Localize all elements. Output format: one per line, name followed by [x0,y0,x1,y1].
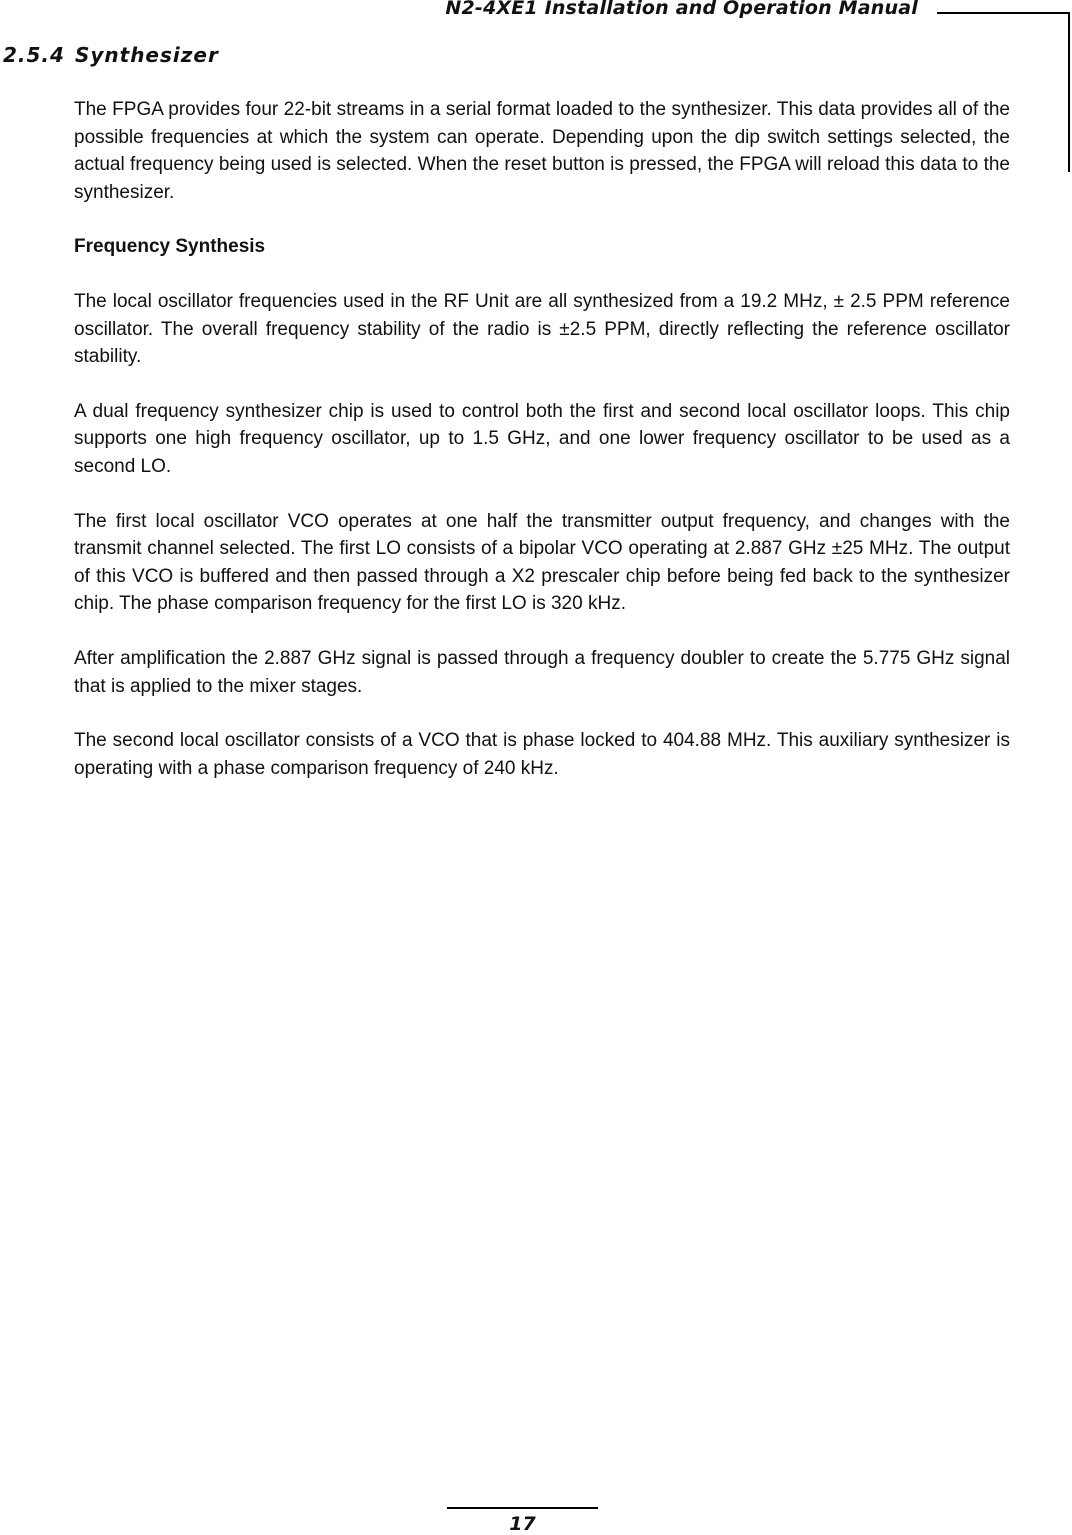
section-number: 2.5.4 [3,43,65,67]
paragraph-doubler: After amplification the 2.887 GHz signal is passed through a frequency doubler to create the 5.775 GHz signal that is applied to the mixer stages. [74,647,1010,697]
footer-rule [447,1507,598,1509]
section-title: Synthesizer [74,43,219,67]
subheading-frequency-synthesis: Frequency Synthesis [74,236,266,258]
paragraph-reference-oscillator: The local oscillator frequencies used in the RF Unit are all synthesized from a 19.2 MHz, ± 2.5 PPM reference oscillator. The overall frequency stability of the radio is ±2.5 PPM, directly reflecting the reference oscillator stability. [74,290,1010,368]
header-rule [937,12,1070,14]
paragraph-first-lo: The first local oscillator VCO operates at one half the transmitter output frequency, and changes with the transmit channel selected. The first LO consists of a bipolar VCO operating at 2.887 GHz ±25 MHz. The output of this VCO is buffered and then passed through a X2 prescaler chip before being fed back to the synthesizer chip. The phase comparison frequency for the first LO is 320 kHz. [74,510,1010,615]
manual-title: N2-4XE1 Installation and Operation Manual [445,0,918,19]
section-heading [3,43,219,67]
paragraph-second-lo: The second local oscillator consists of a VCO that is phase locked to 404.88 MHz. This auxiliary synthesizer is operating with a phase comparison frequency of 240 kHz. [74,730,1010,779]
paragraph-fpga: The FPGA provides four 22-bit streams in a serial format loaded to the synthesizer. This data provides all of the possible frequencies at which the system can operate. Depending upon the dip switch settings selected, the actual frequency being used is selected. When the reset button is pressed, the FPGA will reload this data to the synthesizer. [74,99,1010,203]
page-number: 17 [509,1513,536,1535]
paragraph-dual-synthesizer: A dual frequency synthesizer chip is used to control both the first and second local oscillator loops. This chip supports one high frequency oscillator, up to 1.5 GHz, and one lower frequency oscillator to be used as a second LO. [74,400,1010,477]
body-text [74,96,1010,809]
header-side-rule [1068,12,1070,172]
